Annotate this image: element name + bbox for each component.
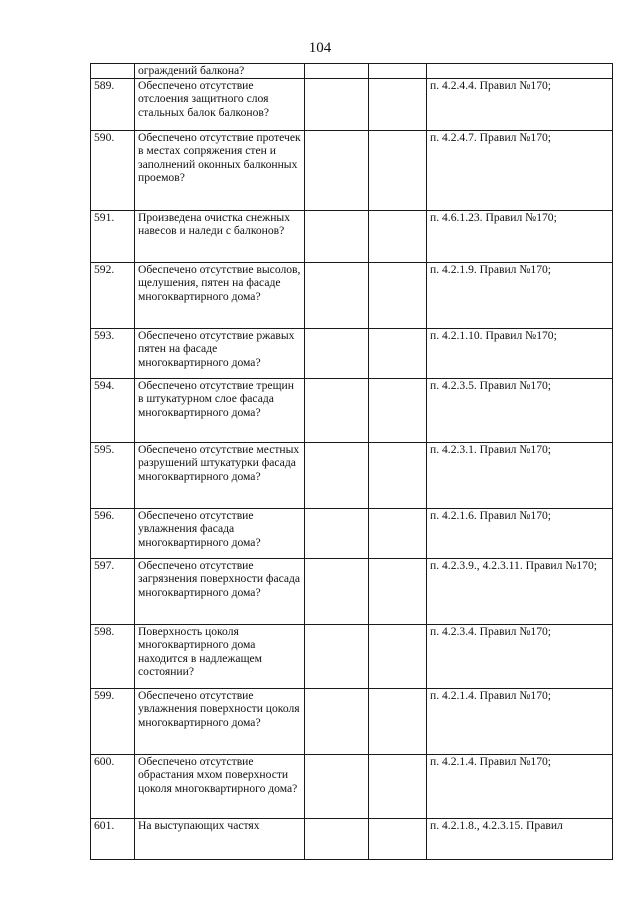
row-number: 594.: [91, 378, 135, 442]
row-number: 598.: [91, 624, 135, 688]
row-answer-yes-cell: [305, 508, 369, 558]
row-number: 596.: [91, 508, 135, 558]
row-number: 589.: [91, 78, 135, 130]
row-question-cell: ограждений балкона?: [135, 64, 305, 79]
checklist-table: [90, 63, 613, 860]
row-answer-no-cell: [369, 508, 427, 558]
row-question: Обеспечено отсутствие обрастания мхом поверхности цоколя многоквартирного дома?: [135, 754, 305, 818]
table-row: [91, 210, 613, 262]
row-number: 597.: [91, 558, 135, 624]
row-answer-yes-cell: [305, 624, 369, 688]
table-row: [91, 442, 613, 508]
row-question: Произведена очистка снежных навесов и наледи с балконов?: [135, 210, 305, 262]
row-reference: п. 4.2.1.9. Правил №170;: [427, 262, 613, 328]
row-reference: п. 4.2.1.4. Правил №170;: [427, 688, 613, 754]
row-question: Обеспечено отсутствие увлажнения поверхности цоколя многоквартирного дома?: [135, 688, 305, 754]
row-answer-no-cell: [369, 688, 427, 754]
row-answer-no-cell: [369, 64, 427, 79]
row-number: 600.: [91, 754, 135, 818]
row-answer-yes-cell: [305, 210, 369, 262]
row-number: 591.: [91, 210, 135, 262]
page-number: 104: [308, 40, 332, 56]
row-number: 599.: [91, 688, 135, 754]
row-question: На выступающих частях: [135, 818, 305, 859]
row-reference-cell: [427, 64, 613, 79]
row-reference: п. 4.2.1.4. Правил №170;: [427, 754, 613, 818]
row-reference: п. 4.2.3.9., 4.2.3.11. Правил №170;: [427, 558, 613, 624]
row-question: Обеспечено отсутствие увлажнения фасада многоквартирного дома?: [135, 508, 305, 558]
row-answer-no-cell: [369, 754, 427, 818]
row-reference: п. 4.2.3.1. Правил №170;: [427, 442, 613, 508]
row-reference: п. 4.2.3.4. Правил №170;: [427, 624, 613, 688]
row-answer-no-cell: [369, 442, 427, 508]
row-answer-no-cell: [369, 328, 427, 378]
row-answer-no-cell: [369, 378, 427, 442]
row-question: Обеспечено отсутствие высолов, щелушения, пятен на фасаде многоквартирного дома?: [135, 262, 305, 328]
row-reference: п. 4.6.1.23. Правил №170;: [427, 210, 613, 262]
table-row: [91, 508, 613, 558]
row-answer-yes-cell: [305, 130, 369, 210]
row-reference: п. 4.2.4.4. Правил №170;: [427, 78, 613, 130]
row-answer-no-cell: [369, 78, 427, 130]
row-question: Обеспечено отсутствие загрязнения поверхности фасада многоквартирного дома?: [135, 558, 305, 624]
row-answer-no-cell: [369, 130, 427, 210]
row-reference: п. 4.2.1.6. Правил №170;: [427, 508, 613, 558]
row-answer-yes-cell: [305, 64, 369, 79]
table-row: [91, 262, 613, 328]
row-answer-no-cell: [369, 624, 427, 688]
row-reference: п. 4.2.1.10. Правил №170;: [427, 328, 613, 378]
table-row-continuation: [91, 64, 613, 79]
row-answer-yes-cell: [305, 378, 369, 442]
row-answer-yes-cell: [305, 442, 369, 508]
row-answer-yes-cell: [305, 328, 369, 378]
table-row: [91, 624, 613, 688]
table-row: [91, 818, 613, 859]
row-question: Обеспечено отсутствие протечек в местах сопряжения стен и заполнений оконных балконных проемов?: [135, 130, 305, 210]
row-number: 590.: [91, 130, 135, 210]
row-answer-yes-cell: [305, 78, 369, 130]
table-row: [91, 378, 613, 442]
table-row: [91, 328, 613, 378]
table-row: [91, 688, 613, 754]
row-reference: п. 4.2.1.8., 4.2.3.15. Правил: [427, 818, 613, 859]
row-number: 592.: [91, 262, 135, 328]
row-number: 595.: [91, 442, 135, 508]
table-row: [91, 78, 613, 130]
row-question: Обеспечено отсутствие трещин в штукатурном слое фасада многоквартирного дома?: [135, 378, 305, 442]
row-reference: п. 4.2.3.5. Правил №170;: [427, 378, 613, 442]
row-question: Поверхность цоколя многоквартирного дома находится в надлежащем состоянии?: [135, 624, 305, 688]
row-question: Обеспечено отсутствие отслоения защитного слоя стальных балок балконов?: [135, 78, 305, 130]
row-answer-no-cell: [369, 210, 427, 262]
row-reference: п. 4.2.4.7. Правил №170;: [427, 130, 613, 210]
row-answer-yes-cell: [305, 754, 369, 818]
row-answer-yes-cell: [305, 262, 369, 328]
table-row: [91, 130, 613, 210]
table-row: [91, 558, 613, 624]
row-answer-no-cell: [369, 818, 427, 859]
row-answer-yes-cell: [305, 558, 369, 624]
row-number-cell: [91, 64, 135, 79]
row-answer-no-cell: [369, 558, 427, 624]
row-question: Обеспечено отсутствие местных разрушений штукатурки фасада многоквартирного дома?: [135, 442, 305, 508]
row-answer-no-cell: [369, 262, 427, 328]
row-answer-yes-cell: [305, 688, 369, 754]
row-answer-yes-cell: [305, 818, 369, 859]
row-number: 593.: [91, 328, 135, 378]
table-row: [91, 754, 613, 818]
row-number: 601.: [91, 818, 135, 859]
row-question: Обеспечено отсутствие ржавых пятен на фасаде многоквартирного дома?: [135, 328, 305, 378]
